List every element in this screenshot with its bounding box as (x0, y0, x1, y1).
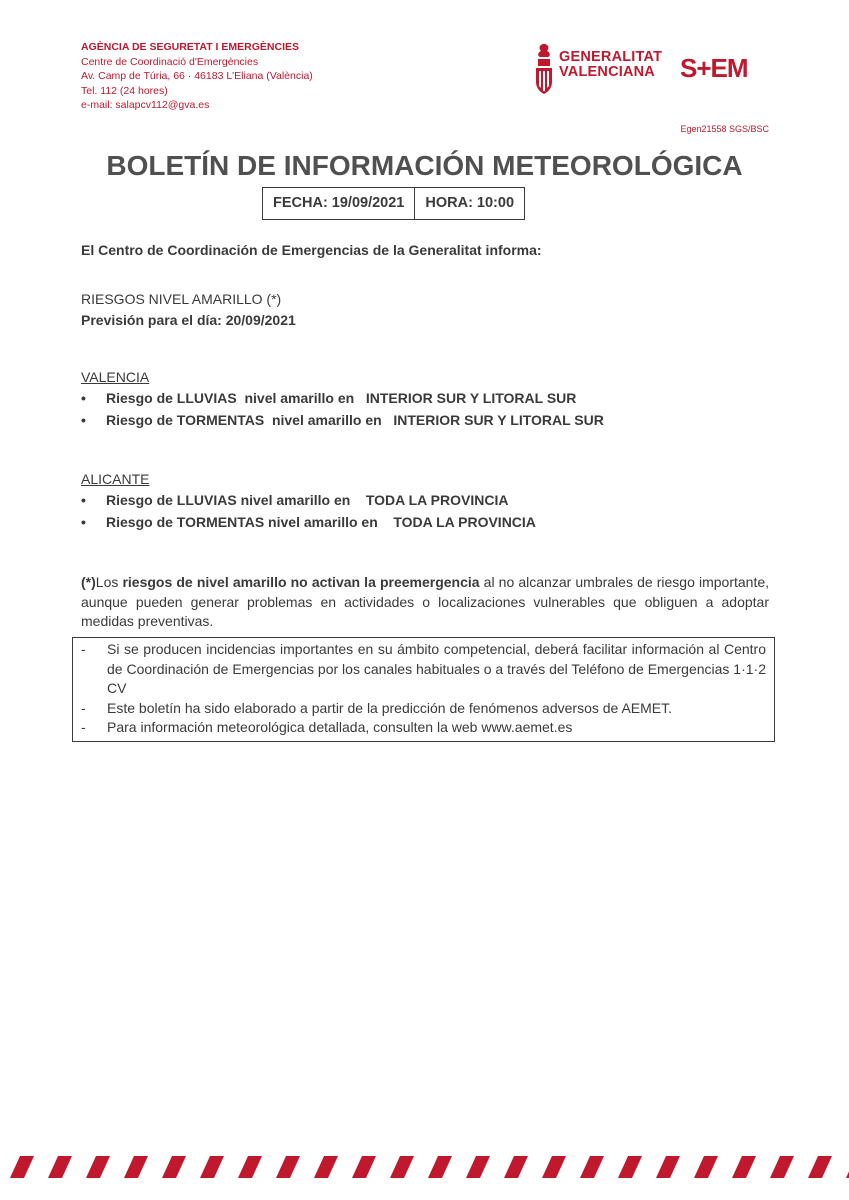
yellow-level-note (81, 573, 769, 632)
agency-phone: Tel. 112 (24 hores) (81, 84, 168, 97)
valencia-section (81, 369, 604, 431)
info-box (72, 637, 775, 742)
info-item: - Este boletín ha sido elaborado a partir de la predicción de fenómenos adversos de AEMET. (73, 699, 774, 719)
footer-stripe (0, 1156, 849, 1178)
agency-name: AGÈNCIA DE SEGURETAT I EMERGÈNCIES (81, 41, 299, 53)
time-cell: HORA: 10:00 (414, 188, 524, 219)
note-bold: riesgos de nivel amarillo no activan la preemergencia (122, 574, 480, 590)
date-box (262, 187, 525, 220)
logo-line2: VALENCIANA (559, 64, 655, 80)
risk-title: RIESGOS NIVEL AMARILLO (*) (81, 291, 282, 307)
info-item: - Si se producen incidencias importantes en su ámbito competencial, deberá facilitar información al Centro de Coordinación de Emergencias por los canales habituales o a través del Teléfono de Emergencias 1·1·2 CV (73, 640, 774, 699)
note-lead: Los (95, 574, 123, 590)
agency-block (81, 40, 313, 113)
logo-line1: GENERALITAT (559, 49, 663, 65)
risk-item: • Riesgo de LLUVIAS nivel amarillo en INTERIOR SUR Y LITORAL SUR (81, 387, 604, 409)
province-name: ALICANTE (81, 471, 150, 487)
note-rest: al no alcanzar umbrales de riesgo importante, aunque pueden generar problemas en actividades o localizaciones vulnerables que obliguen a adoptar medidas preventivas. (81, 574, 770, 629)
forecast-date: Previsión para el día: 20/09/2021 (81, 312, 296, 328)
agency-address: Av. Camp de Túria, 66 · 46183 L'Eliana (València) (81, 70, 313, 83)
info-item: - Para información meteorológica detallada, consulten la web www.aemet.es (73, 718, 774, 738)
agency-center: Centre de Coordinació d'Emergències (81, 55, 259, 68)
reference-code: Egen21558 SGS/BSC (680, 124, 769, 134)
risk-item: • Riesgo de LLUVIAS nivel amarillo en TODA LA PROVINCIA (81, 489, 536, 511)
agency-email: e-mail: salapcv112@gva.es (81, 99, 210, 112)
coat-of-arms-icon (533, 42, 555, 96)
sem-logo: S+EM (680, 53, 748, 83)
province-name: VALENCIA (81, 369, 150, 385)
page-title: BOLETÍN DE INFORMACIÓN METEOROLÓGICA (106, 150, 743, 181)
risk-item: • Riesgo de TORMENTAS nivel amarillo en TODA LA PROVINCIA (81, 511, 536, 533)
alicante-section (81, 471, 536, 533)
date-cell: FECHA: 19/09/2021 (273, 195, 405, 211)
generalitat-logo (533, 42, 663, 96)
risk-item: • Riesgo de TORMENTAS nivel amarillo en INTERIOR SUR Y LITORAL SUR (81, 409, 604, 431)
intro-text: El Centro de Coordinación de Emergencias de la Generalitat informa: (81, 242, 542, 258)
note-mark: (*) (81, 574, 96, 590)
